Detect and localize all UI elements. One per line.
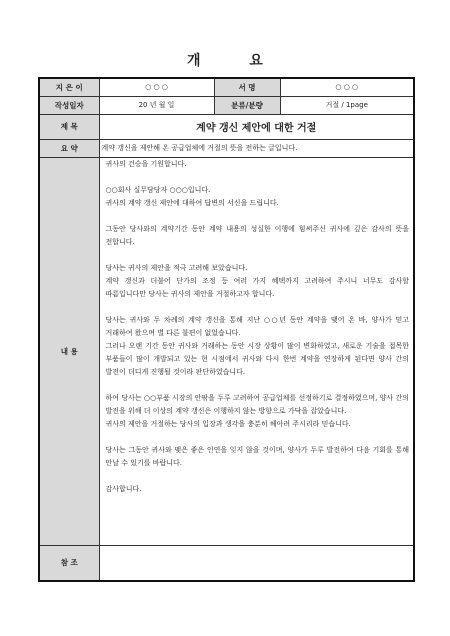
date-value: 20 년 월 일 [99, 96, 214, 114]
summary-form [38, 77, 415, 582]
content-paragraph: 감사합니다. [105, 484, 142, 493]
reference-value [99, 545, 414, 581]
content-paragraph: 귀사의 계약 갱신 제안에 대하여 답변의 서신을 드립니다. [105, 198, 279, 207]
content-paragraph: 그동안 당사와의 계약기간 동안 계약 내용의 성실한 이행에 힘써주신 귀사에 깊은 감사의 뜻을 전합니다. [105, 224, 409, 246]
paragraph-gap [106, 171, 410, 184]
paragraph-gap [106, 249, 410, 262]
row-content [39, 157, 414, 545]
content-paragraph: 하여 당사는 ○○부품 시장의 안팎을 두루 고려하여 공급업체를 선정하기로 결정하였으며, 양사 간의 발전을 위해 더 이상의 계약 갱신은 이행하지 않는 방향으로 가닥을 잡았습니다. [105, 393, 409, 415]
category-label: 분류/분량 [214, 96, 280, 114]
summary-label: 요 약 [39, 139, 99, 157]
subject-label: 제 목 [39, 114, 99, 139]
content-paragraph: 계약 갱신과 더불어 단가의 조정 등 여러 가지 혜택까지 고려하여 주시니 너무도 감사할 따름입니다만 당사는 귀사의 제안을 거절하고자 합니다. [105, 276, 409, 298]
reference-label: 참 조 [39, 545, 99, 581]
author-value: ○ ○ ○ [99, 78, 214, 96]
date-label: 작성일자 [39, 96, 99, 114]
paragraph-gap [106, 301, 410, 314]
paragraph-gap [106, 210, 410, 223]
content-paragraph: 당사는 귀사의 제안을 적극 고려해 보았습니다. [105, 263, 248, 272]
row-reference [39, 545, 414, 581]
signature-value: ○ ○ ○ [280, 78, 414, 96]
paragraph-gap [106, 431, 410, 444]
content-paragraph: 귀사의 제안을 거절하는 당사의 입장과 생각을 충분히 헤아려 주시리라 믿습니다. [105, 419, 351, 428]
summary-value: 계약 갱신을 제안해 온 공급업체에 거절의 뜻을 전하는 글입니다. [99, 139, 414, 157]
paragraph-gap [106, 379, 410, 392]
content-paragraph: ○○회사 실무담당자 ○○○입니다. [105, 185, 211, 194]
content-body [99, 157, 414, 545]
row-subject [39, 114, 414, 139]
paragraph-gap [106, 470, 410, 483]
author-label: 지 은 이 [39, 78, 99, 96]
signature-label: 서 명 [214, 78, 280, 96]
row-summary [39, 139, 414, 157]
content-paragraph: 당사는 귀사와 두 차례의 계약 갱신을 통해 지난 ○○년 동안 계약을 맺어 온 바, 양사가 믿고 거래하여 왔으며 별 다른 불편이 없었습니다. [105, 315, 409, 337]
page-title: 개 요 [187, 53, 285, 69]
row-author [39, 78, 414, 96]
category-value: 거절 / 1page [280, 96, 414, 114]
content-paragraph: 귀사의 건승을 기원합니다. [105, 159, 187, 168]
row-date [39, 96, 414, 114]
content-paragraph: 당사는 그동안 귀사와 맺은 좋은 인연을 잊지 않을 것이며, 양사가 두루 발전하여 다음 기회를 통해 만날 수 있기를 바랍니다. [105, 445, 409, 467]
content-label: 내 용 [39, 157, 99, 545]
subject-value: 계약 갱신 제안에 대한 거절 [99, 114, 414, 139]
content-paragraph: 그러나 오랜 기간 동안 귀사와 거래하는 동안 시장 상황이 많이 변화하였고, 새로운 기술을 접목한 부품들이 많이 개발되고 있는 현 시점에서 귀사와 다시 한번 계약을 연장하게 된다면 양사 간의 발전이 더디게 진행될 것이라 판단하였습니다. [105, 341, 409, 376]
